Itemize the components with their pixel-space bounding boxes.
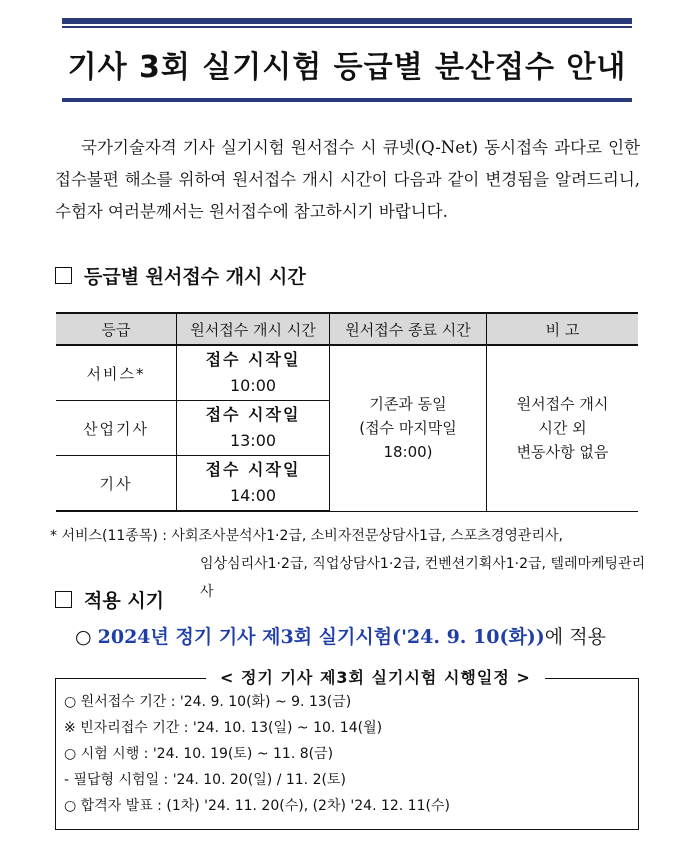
- end-time-cell: [330, 345, 487, 511]
- end-line1: 기존과 동일: [369, 395, 447, 414]
- grade-cell: 서비스*: [56, 345, 177, 401]
- section-heading-apply-period: [55, 586, 164, 613]
- section1-label: 등급별 원서접수 개시 시간: [84, 266, 306, 288]
- page-title: 기사 3회 실기시험 등급별 분산접수 안내: [67, 50, 627, 85]
- end-line2: (접수 마지막일: [359, 419, 457, 438]
- circle-bullet-icon: ○: [75, 626, 92, 648]
- remark-line2: 시간 외: [538, 419, 587, 438]
- apply-suffix: 에 적용: [544, 626, 606, 648]
- remark-line1: 원서접수 개시: [516, 395, 609, 414]
- list-item: ○ 원서접수 기간 : '24. 9. 10(화) ~ 9. 13(금): [64, 694, 352, 710]
- table-header-row: [56, 313, 638, 345]
- list-item: ※ 빈자리접수 기간 : '24. 10. 13(일) ~ 10. 14(월): [64, 720, 383, 736]
- start-cell: [177, 345, 330, 401]
- note-line1: * 서비스(11종목) : 사회조사분석사1·2급, 소비자전문상담사1급, 스포츠경영관리사,: [50, 528, 563, 544]
- start-time: 14:00: [229, 486, 277, 505]
- table-row: [56, 345, 638, 401]
- intro-text: 국가기술자격 기사 실기시험 원서접수 시 큐넷(Q-Net) 동시접속 과다로 인한 접수불편 해소를 위하여 원서접수 개시 시간이 다음과 같이 변경됨을 알려드리니, 수험자 여러분께서는 원서접수에 참고하시기 바랍니다.: [55, 138, 640, 221]
- remark-line3: 변동사항 없음: [516, 443, 609, 462]
- header-remark: 비 고: [487, 313, 639, 345]
- remark-cell: [487, 345, 639, 511]
- start-cell: [177, 401, 330, 456]
- list-item: - 필답형 시험일 : '24. 10. 20(일) / 11. 2(토): [64, 772, 346, 788]
- grade-cell: 산업기사: [56, 401, 177, 456]
- title-bottom-bar: [62, 98, 632, 102]
- start-label: 접수 시작일: [205, 405, 301, 424]
- grade-cell: 기사: [56, 456, 177, 512]
- start-cell: [177, 456, 330, 512]
- start-label: 접수 시작일: [205, 460, 301, 479]
- start-time: 13:00: [229, 431, 277, 450]
- schedule-list: [64, 689, 450, 819]
- start-label: 접수 시작일: [205, 350, 301, 369]
- section-heading-schedule-times: [55, 262, 306, 289]
- header-start-time: 원서접수 개시 시간: [177, 313, 330, 345]
- start-time: 10:00: [229, 376, 277, 395]
- checkbox-square-icon: [55, 267, 72, 284]
- note-line2: 임상심리사1·2급, 직업상담사1·2급, 컨벤션기획사1·2급, 텔레마케팅관리사: [200, 556, 646, 600]
- grade-time-table: [56, 312, 638, 512]
- title-banner: [62, 18, 632, 102]
- header-grade: 등급: [56, 313, 177, 345]
- title-top-bar: [62, 18, 632, 24]
- schedule-title: < 정기 기사 제3회 실기시험 시행일정 >: [206, 665, 545, 688]
- schedule-box: [55, 668, 639, 830]
- checkbox-square-icon: [55, 591, 72, 608]
- intro-paragraph: [55, 132, 640, 228]
- end-line3: 18:00): [383, 443, 433, 462]
- list-item: ○ 시험 시행 : '24. 10. 19(토) ~ 11. 8(금): [64, 746, 334, 762]
- apply-highlight: 2024년 정기 기사 제3회 실기시험('24. 9. 10(화)): [97, 626, 545, 648]
- apply-statement: [75, 622, 606, 649]
- list-item: ○ 합격자 발표 : (1차) '24. 11. 20(수), (2차) '24. 12. 11(수): [64, 798, 450, 814]
- section2-label: 적용 시기: [84, 590, 165, 612]
- header-end-time: 원서접수 종료 시간: [330, 313, 487, 345]
